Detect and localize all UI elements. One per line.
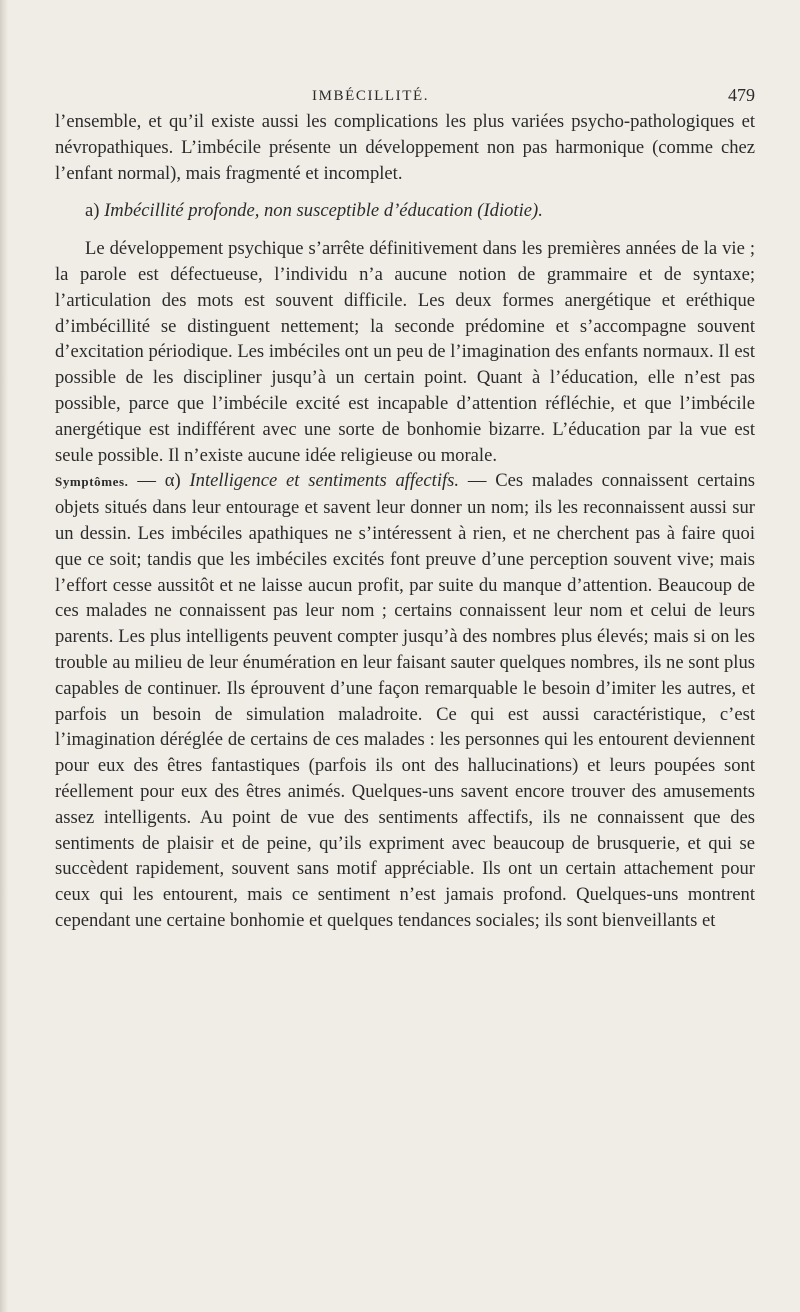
paragraph-text: — Ces malades connaissent certains objets situés dans leur entourage et savent leur donner un nom; ils les reconnaissent aussi sur un dessin. Les imbéciles apathiques ne s’intéressent à rien, et ne cherchent pas à faire quoi que ce soit; tandis que les imbéciles excités font preuve d’une perception souvent vive; mais l’effort cesse aussitôt et ne laisse aucun profit, par suite du manque d’attention. Beaucoup de ces malades ne connaissent pas leur nom ; certains connaissent leur nom et celui de leurs parents. Les plus intelligents peuvent compter jusqu’à des nombres plus élevés; mais si on les trouble au milieu de leur énumération en leur faisant sauter quelques nombres, ils ne sont plus capables de continuer. Ils éprouvent d’une façon remarquable le besoin d’imiter les autres, et parfois un besoin de simulation maladroite. Ce qui est aussi caractéristique, c’est l’imagination déréglée de certains de ces malades : les personnes qui les entourent deviennent pour eux des êtres fantastiques (parfois ils ont des hallucinations) et leurs poupées sont réellement pour eux des êtres animés. Quelques-uns savent encore trouver des amusements assez intelligents. Au point de vue des sentiments affectifs, ils ne connaissent que des sentiments de plaisir et de peine, qu’ils expriment avec beaucoup de brusquerie, et qui se succèdent rapidement, souvent sans motif appréciable. Ils ont un certain attachement pour ceux qui les entourent, mais ce sentiment n’est jamais profond. Quelques-uns montrent cependant une certaine bonhomie et quelques tendances sociales; ils sont bienveillants et (55, 470, 755, 931)
paragraph-continuation (55, 109, 755, 186)
paragraph-text: Le développement psychique s’arrête définitivement dans les premières années de la vie ; la parole est défectueuse, l’individu n’a aucune notion de grammaire et de syntaxe; l’articulation des mots est souvent difficile. Les deux formes anergétique et eréthique d’imbécillité se distinguent nettement; la seconde prédomine et s’accompagne souvent d’excitation périodique. Les imbéciles ont un peu de l’imagination des enfants normaux. Il est possible de les discipliner jusqu’à un certain point. Quant à l’éducation, elle n’est pas possible, parce que l’imbécile excité est incapable d’attention réfléchie, et que l’imbécile anergétique est indifférent avec une sorte de bonhomie bizarre. L’éducation par la vue est seule possible. Il n’existe aucune idée religieuse ou morale. (55, 238, 755, 466)
paragraph-symptoms (55, 468, 755, 933)
run-in-heading: Symptômes. (55, 474, 129, 490)
paragraph-development (55, 236, 755, 468)
heading-title: Imbécillité profonde, non susceptible d’éducation (104, 200, 473, 222)
section-heading (55, 198, 755, 224)
subheading-label: α) (164, 470, 181, 492)
heading-label: a) (85, 200, 100, 222)
heading-parenthetical: (Idiotie). (477, 200, 543, 222)
paragraph-text: l’ensemble, et qu’il existe aussi les complications les plus variées psycho-pathologiques et névropathiques. L’imbécile présente un développement non pas harmonique (comme chez l’enfant normal), mais fragmenté et incomplet. (55, 111, 755, 184)
em-dash: — (128, 470, 165, 492)
running-title: IMBÉCILLITÉ. (312, 88, 430, 104)
subheading-title: Intelligence et sentiments affectifs. (189, 470, 460, 492)
page-gutter-shadow (0, 0, 8, 1312)
body-text (55, 109, 755, 934)
page-number: 479 (728, 85, 755, 105)
